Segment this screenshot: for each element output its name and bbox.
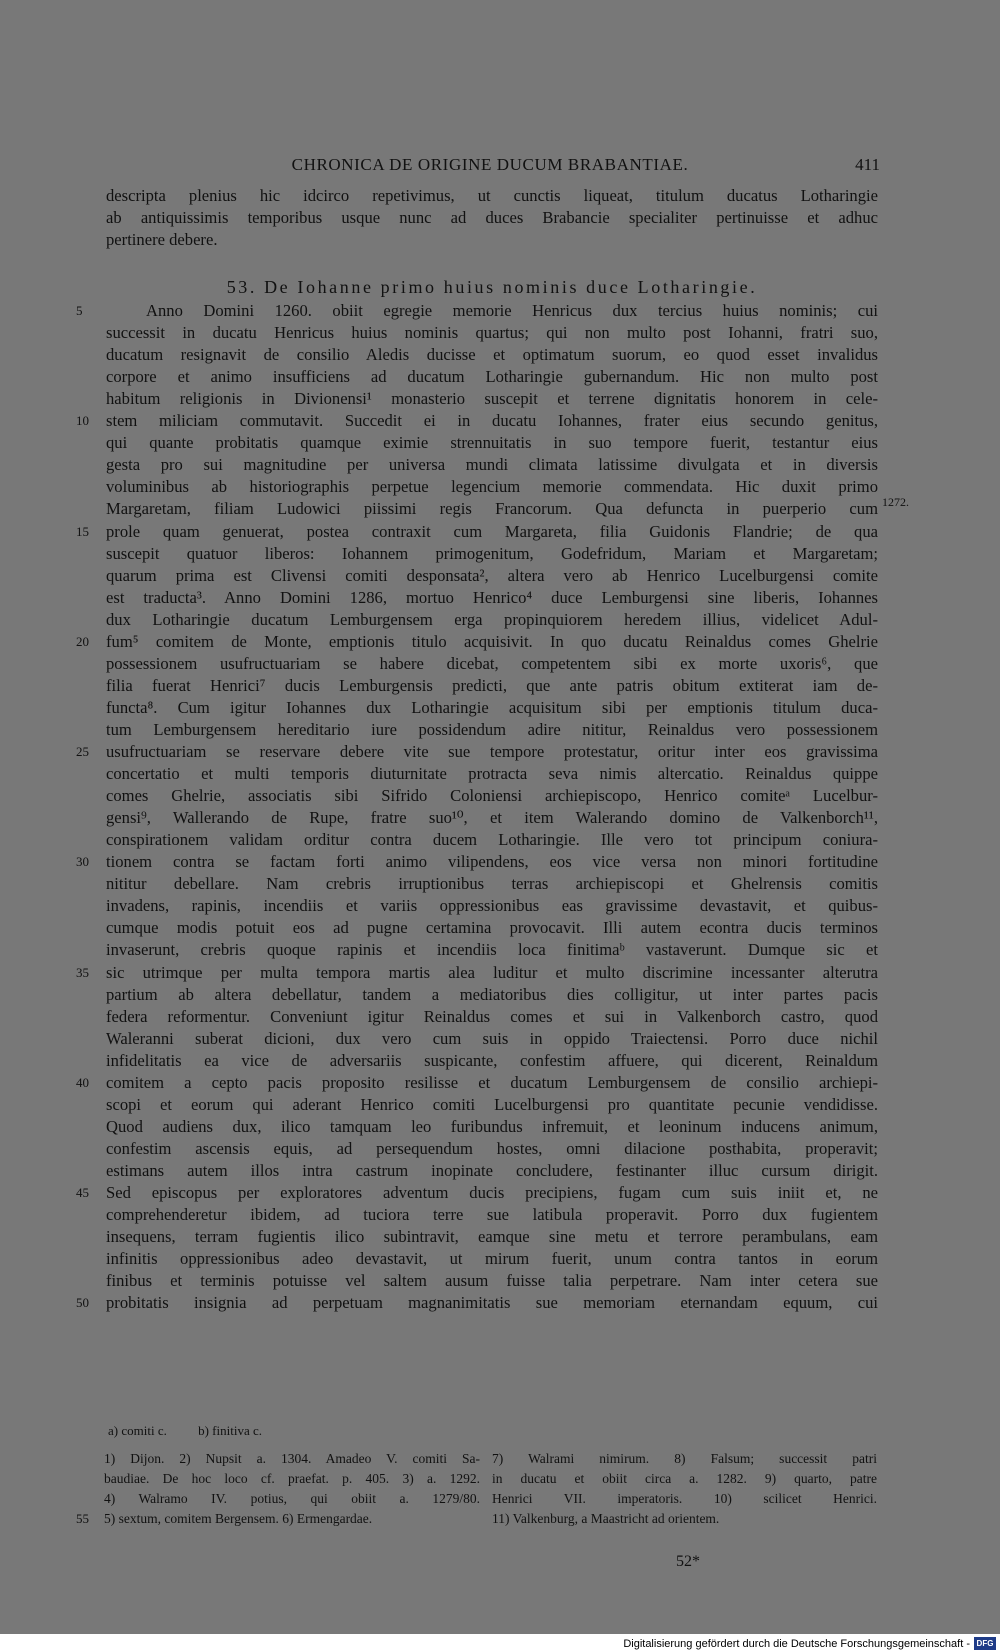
page-header <box>100 151 880 181</box>
body-line: est traducta³. Anno Domini 1286, mortuo Henrico⁴ duce Lemburgensi sine liberis, Iohannes <box>106 588 878 607</box>
intro-line: ab antiquissimis temporibus usque nunc ad duces Brabancie specialiter pertinuisse et adhuc <box>106 208 878 227</box>
body-line: Sed episcopus per exploratores adventum ducis precipiens, fugam cum suis iniit et, ne <box>106 1183 878 1202</box>
body-line: Margaretam, filiam Ludowici piissimi regis Francorum. Qua defuncta in puerperio cum <box>106 499 878 518</box>
body-line: estimans autem illos intra castrum inopinate concludere, festinanter illuc cursum dirigit. <box>106 1161 878 1180</box>
body-line: tum Lemburgensem hereditario iure possidendum adire nititur, Reinaldus vero possessionem <box>106 720 878 739</box>
body-line: voluminibus ab historiographis perpetue legencium memorie commendata. Hic duxit primo <box>106 477 878 496</box>
chapter-heading: 53. De Iohanne primo huius nominis duce Lotharingie. <box>226 277 758 297</box>
footnote-line: 5) sextum, comitem Bergensem. 6) Ermengardae. <box>104 1511 373 1526</box>
body-line: infinitis oppressionibus adeo devastavit, ut mirum fuerit, unum contra tantos in eorum <box>106 1249 878 1268</box>
line-number: 5 <box>76 303 83 318</box>
body-line: dux Lotharingie ducatum Lemburgensem erga propinquiorem heredem illius, videlicet Adul- <box>106 610 878 629</box>
body-line: Anno Domini 1260. obiit egregie memorie Henricus dux tercius huius nominis; cui <box>146 301 878 320</box>
running-title: CHRONICA DE ORIGINE DUCUM BRABANTIAE. <box>291 155 689 174</box>
footnotes-right-column <box>492 1449 877 1529</box>
body-line: tionem contra se factam forti animo vilipendens, eos vice versa non minori fortitudine <box>106 852 878 871</box>
body-line: concertatio et multi temporis diuturnitate protracta seva nimis altercatio. Reinaldus quippe <box>106 764 878 783</box>
signature-mark: 52* <box>676 1553 700 1570</box>
body-line: quarum prima est Clivensi comiti desponsata², altera vero ab Henrico Lucelburgensi comite <box>106 566 878 585</box>
line-number: 40 <box>76 1075 89 1090</box>
body-line: nititur debellare. Nam crebris irruptionibus terras archiepiscopi et Ghelrensis comitis <box>106 874 878 893</box>
body-line: prole quam genuerat, postea contraxit cum Margareta, filia Guidonis Flandrie; de qua <box>106 522 878 541</box>
footnote-line: 1) Dijon. 2) Nupsit a. 1304. Amadeo V. comiti Sa- <box>104 1451 480 1466</box>
body-line: fum⁵ comitem de Monte, emptionis titulo acquisivit. In quo ducatu Reinaldus comes Ghelrie <box>106 632 878 651</box>
body-line: invadens, rapinis, incendiis et variis oppressionibus eas gravissime devastavit, et quibus- <box>106 896 878 915</box>
variant-note-a: a) comiti c. <box>108 1423 167 1438</box>
body-line: insequens, terram fugientis ilico subintravit, eamque sine metu et terrore perambulans, eam <box>106 1227 878 1246</box>
body-line: partium ab altera debellatur, tandem a mediatoribus dies colligitur, ut inter partes pacis <box>106 985 878 1004</box>
body-line: sic utrimque per multa tempora martis alea luditur et multo discrimine incessanter alterutra <box>106 963 878 982</box>
digitization-footer <box>0 1634 1000 1652</box>
dfg-logo-icon: DFG <box>974 1637 996 1650</box>
body-line: confestim ascensis equis, ad persequendum hostes, omni dilacione posthabita, properavit; <box>106 1139 878 1158</box>
footnote-line: in ducatu et obiit circa a. 1282. 9) quarto, patre <box>492 1471 877 1486</box>
line-number: 15 <box>76 524 89 539</box>
body-line: habitum religionis in Divionensi¹ monasterio suscepit et terrene dignitatis honorem in cele- <box>106 389 878 408</box>
body-line: probitatis insignia ad perpetuam magnanimitatis sue memoriam eternandam equum, cui <box>106 1293 878 1312</box>
body-line: infidelitatis ea vice de adversariis suspicante, confestim affuere, qui dicerent, Reinaldum <box>106 1051 878 1070</box>
body-line: filia fuerat Henrici⁷ ducis Lemburgensis predicti, que ante patris obitum extiterat iam de- <box>106 676 878 695</box>
footnotes-left-column <box>104 1449 480 1529</box>
variant-note-b: b) finitiva c. <box>198 1423 262 1438</box>
body-line: ducatum resignavit de consilio Aledis ducisse et optimatum suorum, eo quod esset invalidus <box>106 345 878 364</box>
line-number: 25 <box>76 744 89 759</box>
footnote-line: baudiae. De hoc loco cf. praefat. p. 405. 3) a. 1292. <box>104 1471 480 1486</box>
intro-line: pertinere debere. <box>106 230 218 249</box>
line-number: 45 <box>76 1185 89 1200</box>
body-line: usufructuariam se reservare debere vite sue tempore protestatur, oritur inter eos gravissima <box>106 742 878 761</box>
variant-notes <box>108 1423 290 1439</box>
line-number: 30 <box>76 854 89 869</box>
body-line: functa⁸. Cum igitur Iohannes dux Lotharingie acquisitum sibi per emptionis titulum duca- <box>106 698 878 717</box>
body-line: suscepit quatuor liberos: Iohannem primogenitum, Godefridum, Mariam et Margaretam; <box>106 544 878 563</box>
body-line: comes Ghelrie, associatis sibi Sifrido Coloniensi archiepiscopo, Henrico comiteᵃ Lucelbur- <box>106 786 878 805</box>
body-line: gensi⁹, Wallerando de Rupe, fratre suo¹⁰, et item Walerando domino de Valkenborch¹¹, <box>106 808 878 827</box>
footnote-line-number: 55 <box>76 1511 89 1526</box>
line-number: 20 <box>76 634 89 649</box>
body-line: conspirationem validam orditur contra ducem Lotharingie. Ille vero tot principum coniura- <box>106 830 878 849</box>
body-line: comitem a cepto pacis proposito resilisse et ducatum Lemburgensem de consilio archiepi- <box>106 1073 878 1092</box>
body-line: invaserunt, crebris quoque rapinis et incendiis loca finitimaᵇ vastaverunt. Dumque sic et <box>106 940 878 959</box>
body-line: Quod audiens dux, ilico tamquam leo furibundus infremuit, et leoninum inducens animum, <box>106 1117 878 1136</box>
intro-line: descripta plenius hic idcirco repetivimus, ut cunctis liqueat, titulum ducatus Lotharingie <box>106 186 878 205</box>
footnote-line: 7) Walrami nimirum. 8) Falsum; successit patri <box>492 1451 877 1466</box>
page-number: 411 <box>855 155 880 174</box>
body-line: scopi et eorum qui aderant Henrico comiti Lucelburgensi pro quantitate pecunie vendidisse. <box>106 1095 878 1114</box>
body-line: cumque modis potuit eos ad pugne certamina provocavit. Illi autem econtra ducis terminos <box>106 918 878 937</box>
body-line: gesta pro sui magnitudine per universa mundi climata latissime divulgata et in diversis <box>106 455 878 474</box>
body-line: comprehenderetur ibidem, ad tuciora terre sue latibula properavit. Porro dux fugientem <box>106 1205 878 1224</box>
footnote-line: 11) Valkenburg, a Maastricht ad orientem. <box>492 1511 720 1526</box>
line-number: 50 <box>76 1295 89 1310</box>
body-line: Waleranni suberat dicioni, dux vero cum suis in oppido Traiectensi. Porro duce nichil <box>106 1029 878 1048</box>
body-line: corpore et animo insufficiens ad ducatum Lotharingie gubernandum. Hic non multo post <box>106 367 878 386</box>
body-line: stem miliciam commutavit. Succedit ei in ducatu Iohannes, frater eius secundo genitus, <box>106 411 878 430</box>
body-line: possessionem usufructuariam se habere dicebat, competentem sibi ex morte uxoris⁶, que <box>106 654 878 673</box>
body-line: finibus et terminis potuisse vel saltem ausum fuisse talia perpetrare. Nam inter cetera sue <box>106 1271 878 1290</box>
body-line: federa reformentur. Conveniunt igitur Reinaldus comes et sui in Valkenborch castro, quod <box>106 1007 878 1026</box>
body-line: successit in ducatu Henricus huius nominis quartus; qui non multo post Iohanni, fratri suo, <box>106 323 878 342</box>
footnote-line: Henrici VII. imperatoris. 10) scilicet Henrici. <box>492 1491 877 1506</box>
body-line: qui quante probitatis quamque eximie strennuitatis in suo tempore fuerit, testantur eius <box>106 433 878 452</box>
footer-credit: Digitalisierung gefördert durch die Deutsche Forschungsgemeinschaft - <box>623 1638 970 1650</box>
footnote-line: 4) Walramo IV. potius, qui obiit a. 1279/80. <box>104 1491 480 1506</box>
line-number: 10 <box>76 413 89 428</box>
margin-year-note: 1272. <box>882 495 909 509</box>
line-number: 35 <box>76 965 89 980</box>
